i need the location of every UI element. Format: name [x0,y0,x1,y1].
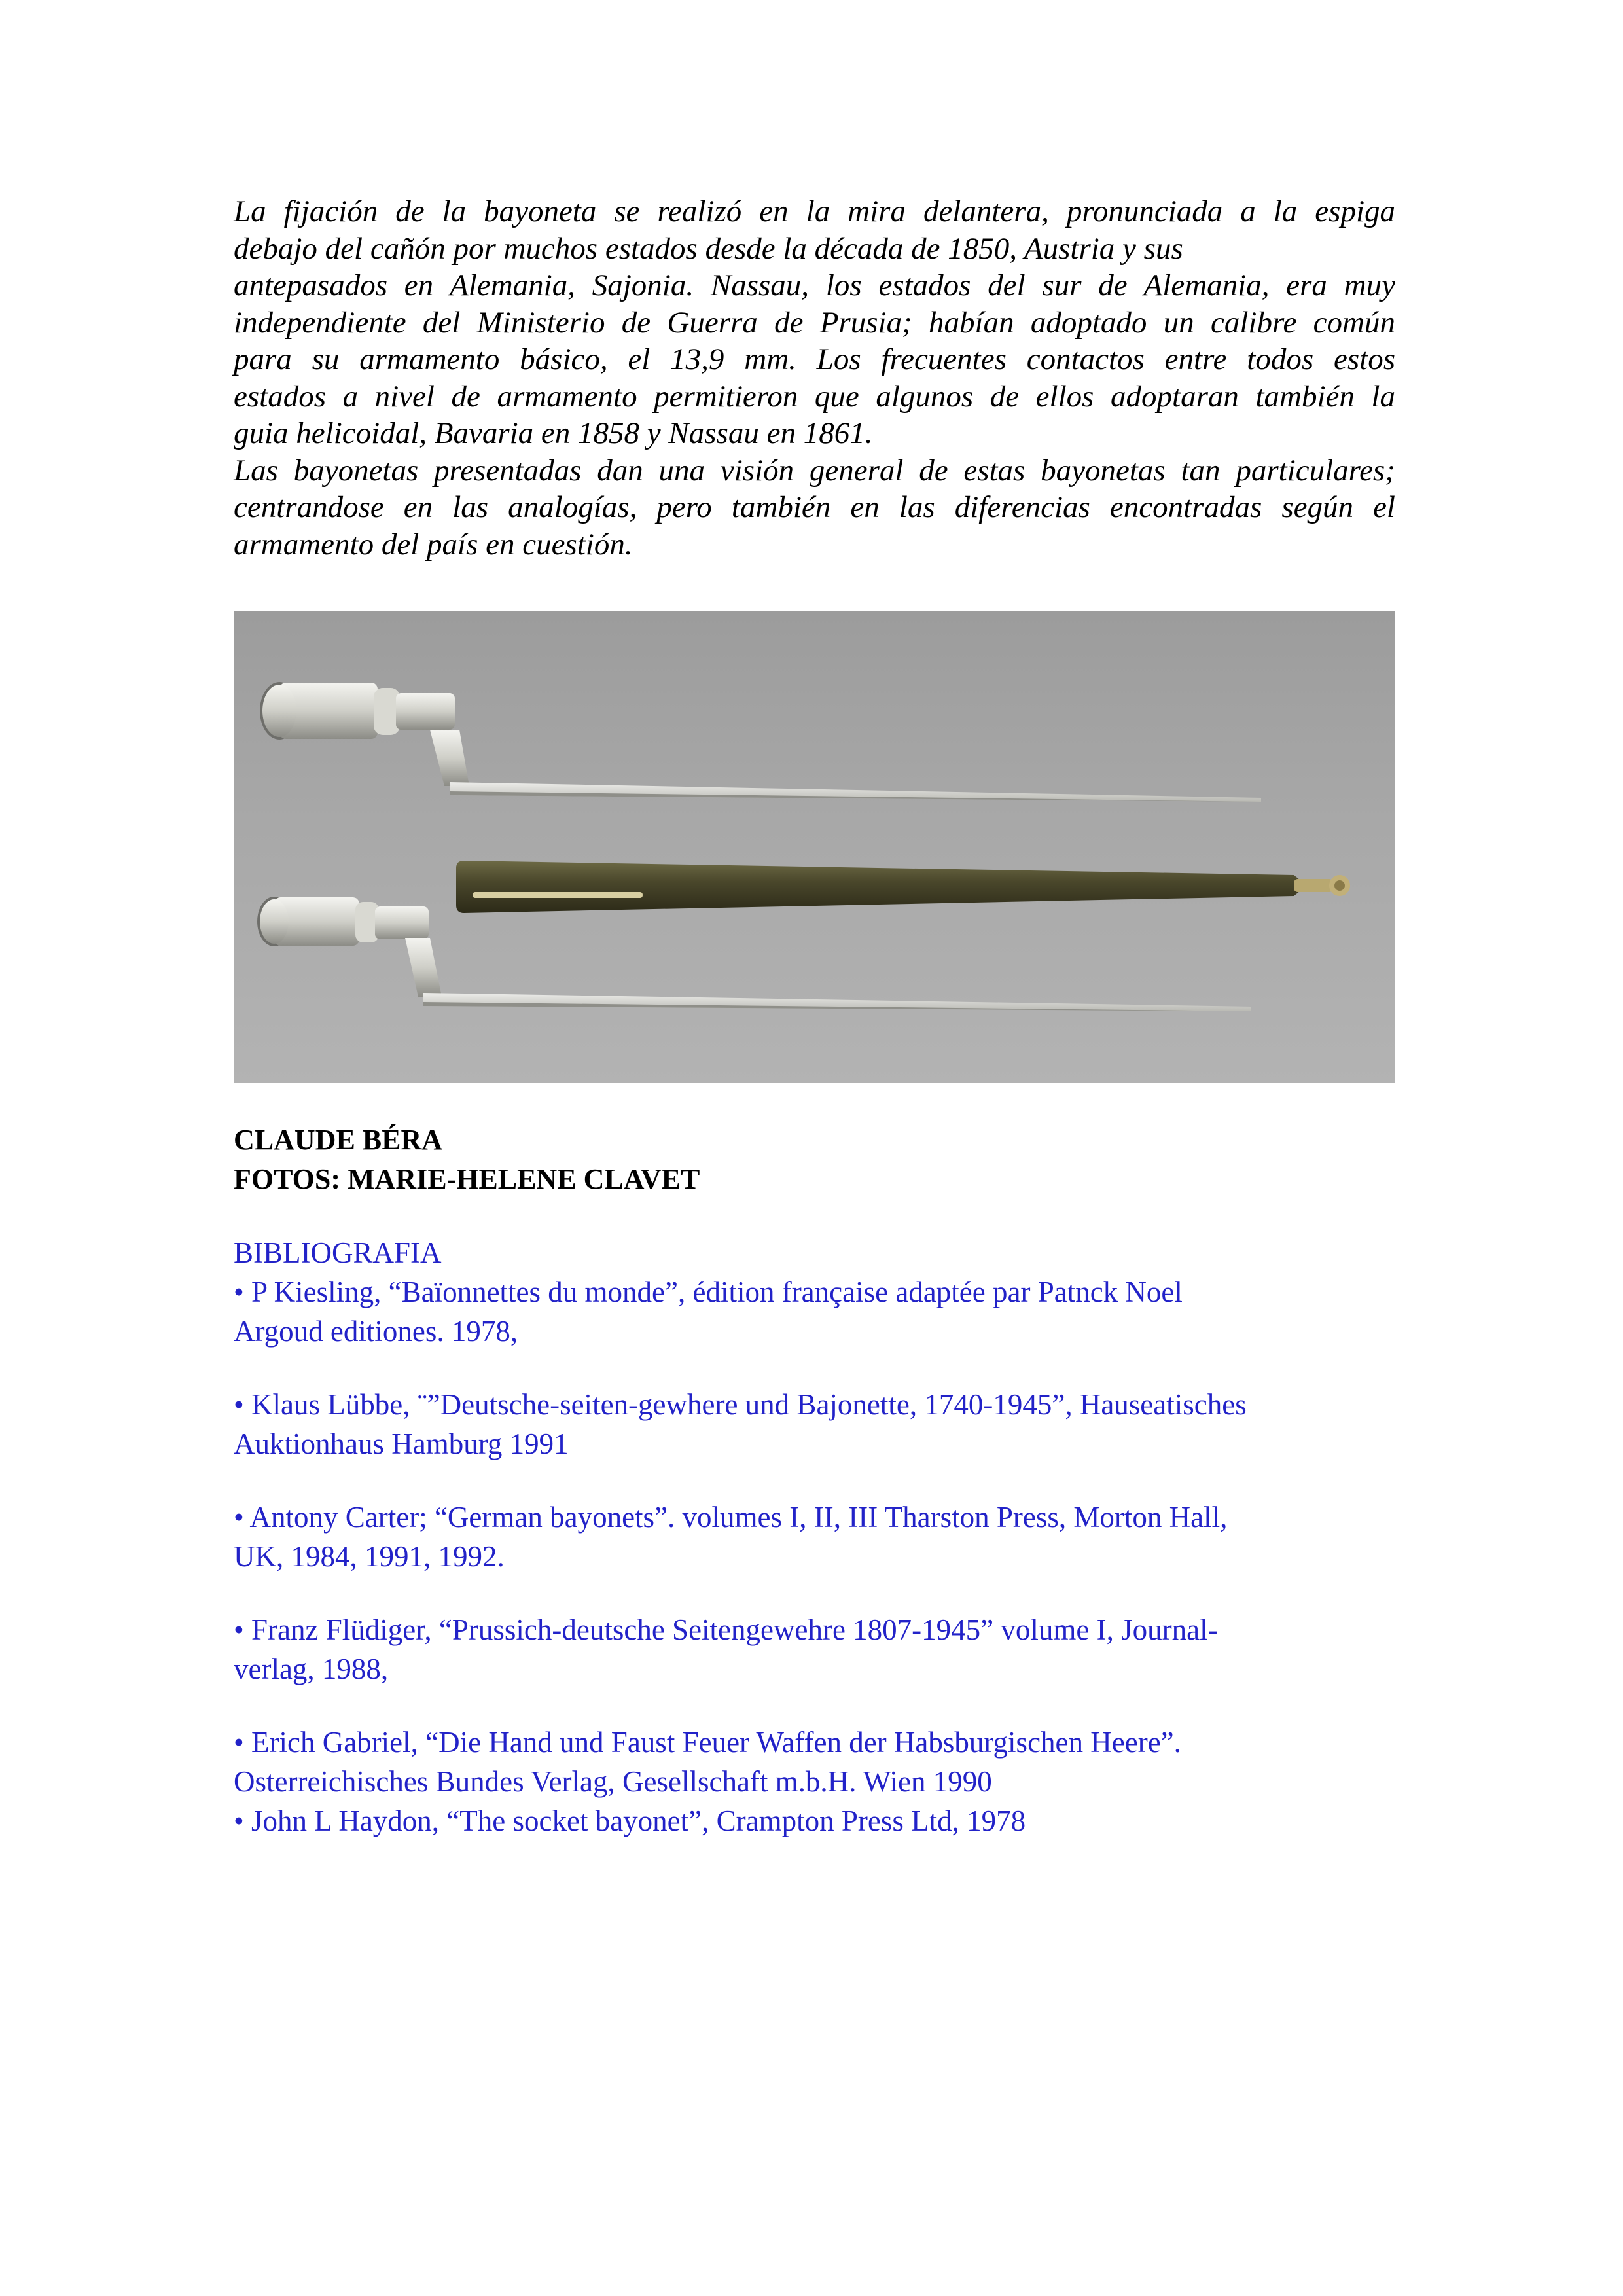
bibliography-entry-line: Argoud editiones. 1978, [234,1315,518,1348]
bibliography-entry-line: • P Kiesling, “Baïonnettes du monde”, édition française adaptée par Patnck Noel [234,1276,1183,1308]
bibliography-entry [234,1385,1412,1463]
bibliography-entry-line: Auktionhaus Hamburg 1991 [234,1427,569,1460]
upper-bayonet [260,682,1261,802]
bibliography-entry-line: Osterreichisches Bundes Verlag, Gesellschaft m.b.H. Wien 1990 [234,1765,992,1798]
bibliography-entry-line: • Franz Flüdiger, “Prussich-deutsche Seitengewehre 1807-1945” volume I, Journal- [234,1613,1218,1646]
bibliography-entry-line: • John L Haydon, “The socket bayonet”, Crampton Press Ltd, 1978 [234,1804,1026,1837]
bibliography-entry-line: • Antony Carter; “German bayonets”. volumes I, II, III Tharston Press, Morton Hall, [234,1501,1228,1534]
bibliography-entry [234,1801,1412,1840]
paragraph-line: para su armamento básico, el 13,9 mm. Los frecuentes contactos entre todos estos [234,342,1395,376]
bibliography-entry [234,1723,1412,1801]
bibliography-heading: BIBLIOGRAFIA [234,1236,442,1269]
bibliography-entry [234,1498,1412,1576]
paragraph-line: estados a nivel de armamento permitieron que algunos de ellos adoptaran también la [234,379,1395,414]
paragraph-line: La fijación de la bayoneta se realizó en la mira delantera, pronunciada a la espiga [234,194,1395,228]
scabbard [456,861,1350,913]
bibliography [234,1233,1412,1840]
bibliography-entry-line: verlag, 1988, [234,1653,389,1685]
paragraph-line: antepasados en Alemania, Sajonia. Nassau, los estados del sur de Alemania, era muy [234,268,1395,302]
bibliography-entry [234,1272,1412,1351]
bibliography-entry-line: • Klaus Lübbe, ¨”Deutsche-seiten-gewhere und Bajonette, 1740-1945”, Hauseatisches [234,1388,1247,1421]
bibliography-entry-line: UK, 1984, 1991, 1992. [234,1540,505,1573]
paragraph-line: guia helicoidal, Bavaria en 1858 y Nassau en 1861. [234,416,873,450]
paragraph-line: Las bayonetas presentadas dan una visión general de estas bayonetas tan particulares; [234,453,1395,488]
bibliography-entry-line: • Erich Gabriel, “Die Hand und Faust Feuer Waffen der Habsburgischen Heere”. [234,1726,1181,1759]
lower-bayonet [257,897,1251,1011]
bibliography-entry [234,1610,1412,1689]
paragraph-line: centrandose en las analogías, pero también en las diferencias encontradas según el [234,490,1395,524]
photo-credit: FOTOS: MARIE-HELENE CLAVET [234,1163,700,1195]
author-name: CLAUDE BÉRA [234,1124,443,1156]
article-paragraph [234,193,1395,563]
bayonets-photo [234,611,1395,1083]
paragraph-line: debajo del cañón por muchos estados desde la década de 1850, Austria y sus [234,231,1183,266]
credits [234,1121,1412,1199]
paragraph-line: armamento del país en cuestión. [234,527,633,562]
bayonets-illustration [234,611,1395,1083]
paragraph-line: independiente del Ministerio de Guerra de Prusia; habían adoptado un calibre común [234,305,1395,340]
